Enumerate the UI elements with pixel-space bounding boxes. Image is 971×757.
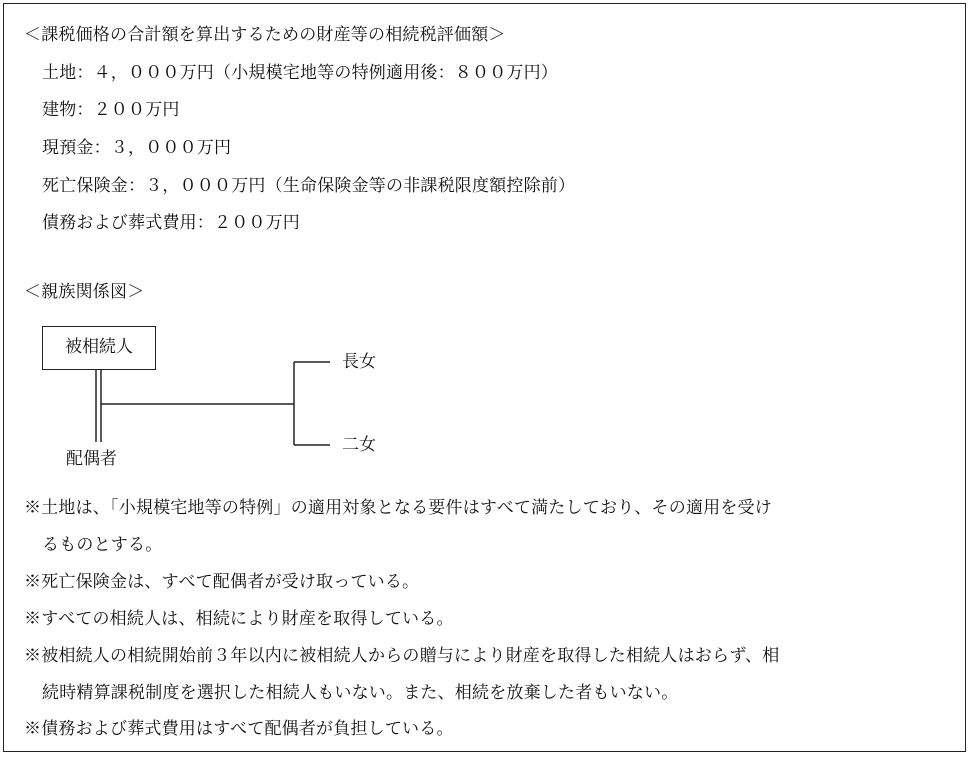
asset-death-insurance: 死亡保険金：３，０００万円（生命保険金等の非課税限度額控除前） xyxy=(42,176,576,196)
note-heirs: ※すべての相続人は、相続により財産を取得している。 xyxy=(24,609,454,629)
child2-label: 二女 xyxy=(342,435,376,455)
asset-land: 土地：４，０００万円（小規模宅地等の特例適用後：８００万円） xyxy=(42,63,558,83)
family-tree-lines xyxy=(4,4,967,753)
asset-debts-funeral: 債務および葬式費用：２００万円 xyxy=(42,213,300,233)
document-frame xyxy=(3,3,966,752)
note-land-cont: るものとする。 xyxy=(42,535,163,555)
asset-building: 建物：２００万円 xyxy=(42,100,180,120)
spouse-label: 配偶者 xyxy=(66,449,117,469)
note-gift-cont: 続時精算課税制度を選択した相続人もいない。また、相続を放棄した者もいない。 xyxy=(42,683,679,703)
assets-heading: ＜課税価格の合計額を算出するための財産等の相続税評価額＞ xyxy=(24,25,506,45)
asset-cash-deposits: 現預金：３，０００万円 xyxy=(42,138,232,158)
note-debts: ※債務および葬式費用はすべて配偶者が負担している。 xyxy=(24,719,454,739)
note-land: ※土地は、「小規模宅地等の特例」の適用対象となる要件はすべて満たしており、その適用を受け xyxy=(24,498,772,518)
note-insurance: ※死亡保険金は、すべて配偶者が受け取っている。 xyxy=(24,572,420,592)
note-gift: ※被相続人の相続開始前３年以内に被相続人からの贈与により財産を取得した相続人はおらず、相 xyxy=(24,646,780,666)
deceased-box xyxy=(42,326,156,370)
deceased-label: 被相続人 xyxy=(65,337,133,357)
family-heading: ＜親族関係図＞ xyxy=(24,282,145,302)
child1-label: 長女 xyxy=(342,352,376,372)
